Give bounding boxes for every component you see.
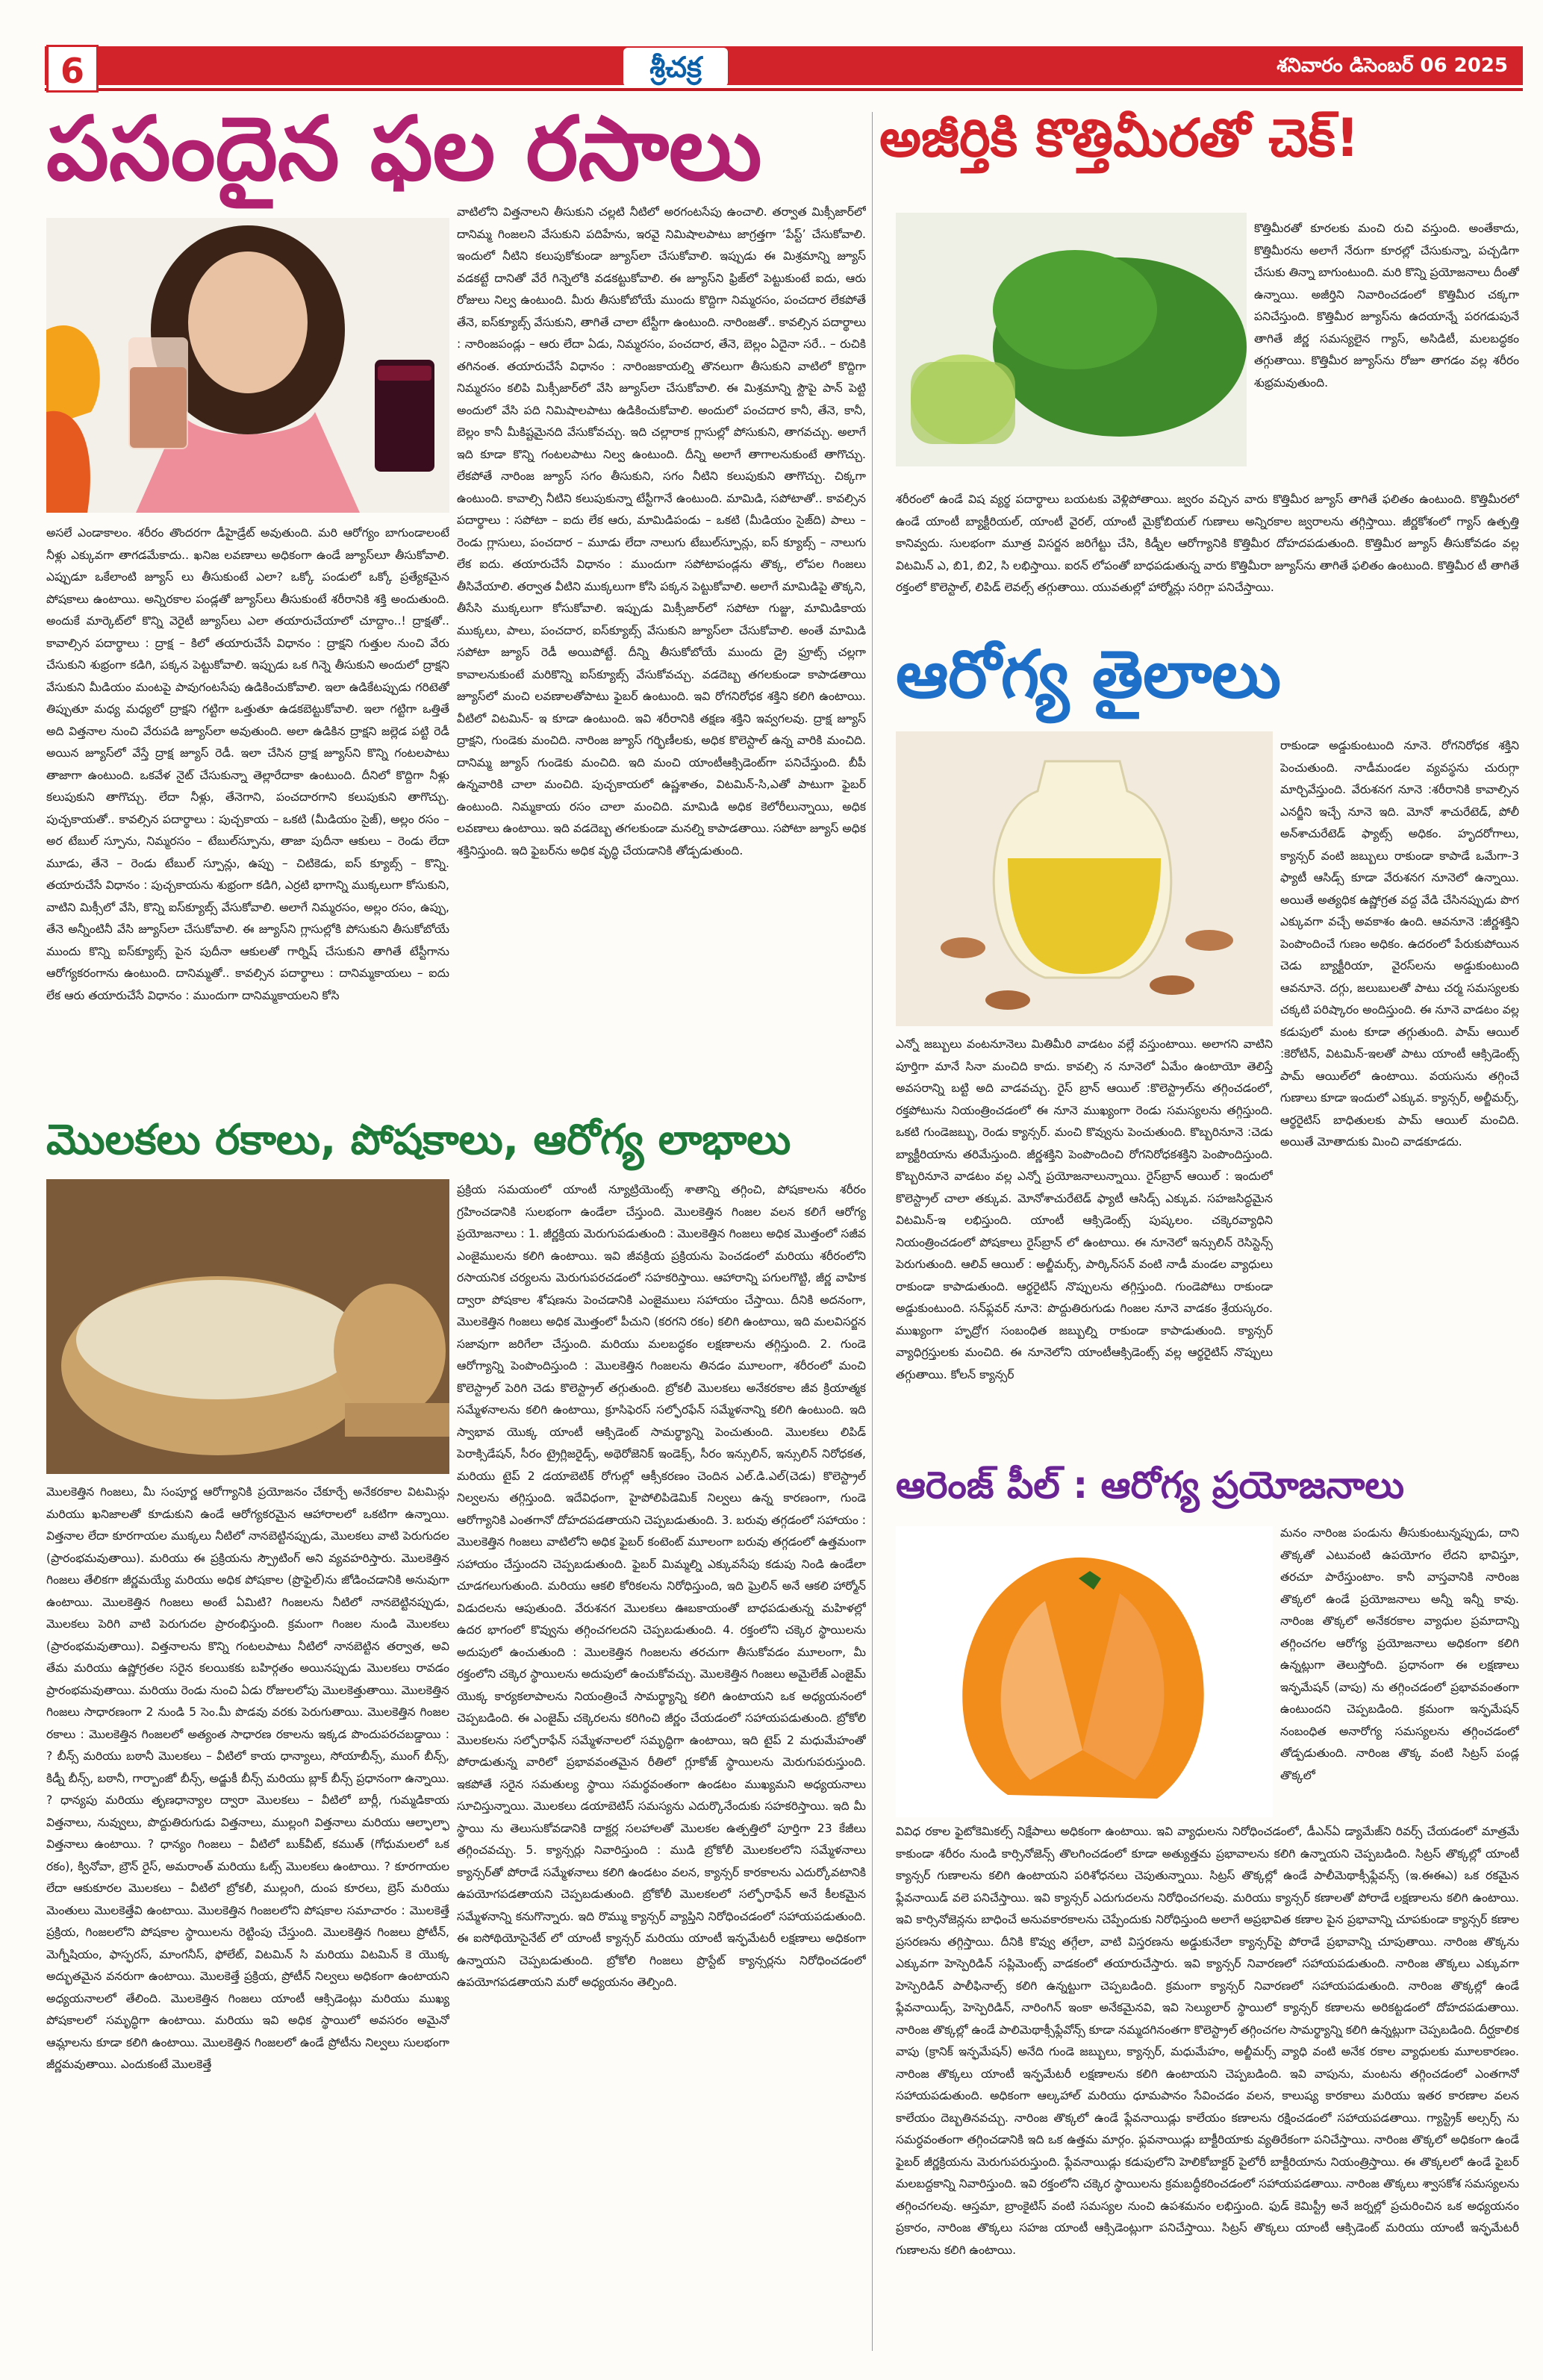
- orange-text-bottom: వివిధ రకాల ఫైటోకెమికల్స్ నిక్షేపాలు అధికంగా ఉంటాయి. ఇవి వ్యాధులను నిరోధించడంలో, డీఎన్‌ఏ డ్యామేజ్‌ని రివర్స్ చేయడంలో మాత్రమే కాకుండా శరీరం నుండి కార్సినోజెన్స్ తొలగించడంలో కూడా అత్యుత్తమ ప్రభావాలను కలిగి ఉన్నాయని చెప్పబడింది. సిట్రస్ తొక్కల్లో యాంటీ క్యాన్సర్ గుణాలను కలిగి ఉంటాయని పరిశోధనలు చెపుతున్నాయి. సిట్రస్ తొక్కల్లో ఉండే పాలీమెథాక్సీఫ్లేవన్స్ (ఇ.ఈఈఎ) ఒక రకమైన ఫ్లేవనాయిడ్ వలె పనిచేస్తాయి. ఇవి క్యాన్సర్ ఎదుగుదలను నిరోధించగలవు. మరియు క్యాన్సర్ కణాలతో పోరాడే లక్షణాలను కలిగి ఉంటాయి. ఇవి కార్సినోజెన్లను బాధించే అనువకారకాలను చెప్పేందుకు నిరోధిస్తుంది అలాగే అప్రభావిత కణాల పైన ప్రభావాన్ని చూపకుండా క్యాన్సర్ కణాల ప్రసరణను తగ్గిస్తాయి. దీనికి కొవ్వు తగ్గేలా, వాటి విస్తరణను అడ్డుకునేలా క్యాన్సర్‌పై పోరాడే ప్రభావాన్ని చూపుతాయి. నారింజ తొక్కను ఎక్కువగా హెస్పెరిడిన్ సప్లిమెంట్స్ వాడకంలో తయారుచేస్తారు. ఇవి క్యాన్సర్ నివారణలో సహాయపడుతుంది. నారింజ తొక్కలు ఎక్కువగా హెస్పెరిడిన్ పాలీఫినాల్స్ కలిగి ఉన్నట్టుగా చెప్పబడింది. క్రమంగా క్యాన్సర్ నివారణలో సహాయపడుతుంది. నారింజ తొక్కల్లో ఉండే ఫ్లేవనాయిడ్స్, హెస్పెరిడిన్, నారింగిన్ ఇంకా అనేకమైనవి, ఇవి సెల్యులార్ స్థాయిలో క్యాన్సర్ కణాలను అరికట్టడంలో దోహదపడుతాయి. నారింజ తొక్కల్లో ఉండే పాలిమెథాక్సీఫ్లేవోన్స్ కూడా నమ్మదగినంతగా కొలెస్ట్రాల్ తగ్గించగల సామర్థ్యాన్ని కలిగి ఉన్నట్లుగా చెప్పబడింది. దీర్ఘకాలిక వాపు (క్రానిక్ ఇన్ఫమేషన్) అనేది గుండె జబ్బులు, క్యాన్సర్, మధుమేహం, అల్జీమర్స్ వ్యాధి వంటి అనేక రకాల వ్యాధులకు మూలకారణం. నారింజ తొక్కలు యాంటీ ఇన్ఫమేటరీ లక్షణాలను కలిగి ఉంటాయని చెప్పబడింది. ఇవి వాపును, మంటను తగ్గించడంలో ఎంతగానో సహాయపడుతుంది. అధికంగా ఆల్కహాల్ మరియు ధూమపానం సేవించడం వలన, కాలుష్య కారకాలు మరియు ఇతర కారణాల వలన కాలేయం దెబ్బతినవచ్చు. నారింజ తొక్కలో ఉండే ఫ్లేవనాయిడ్లు కాలేయం కణాలను రక్షించడంలో సహాయపడతాయి. గ్యాస్ట్రిక్ అల్సర్స్ ను సమర్ధవంతంగా తగ్గించడానికి ఇది ఒక ఉత్తమ మార్గం. ఫ్లవనాయిడ్లు బాక్టీరియాకు వ్యతిరేకంగా పనిచేస్తాయి. నారింజ తొక్కలో అధికంగా ఉండే ఫైబర్ జీర్ణక్రియను మెరుగుపరుస్తుంది. ఫ్లేవనాయిడ్లు కడుపులోని హెలికోబాక్టర్ పైలోరీ బాక్టీరియాను నియంత్రిస్తాయి. ఈ తొక్కలలో ఉండే ఫైబర్ మలబద్దకాన్ని నివారిస్తుంది. ఇవి రక్తంలోని చక్కెర స్థాయిలను క్రమబద్ధీకరించడంలో సహాయపడతాయి. నారింజ తొక్కలు శ్వాసకోశ సమస్యలను తగ్గించగలవు. ఆస్తమా, బ్రాంకైటిస్ వంటి సమస్యల నుంచి ఉపశమనం లభిస్తుంది. ఫుడ్ కెమిస్ట్రీ అనే జర్నల్లో ప్రచురించిన ఒక అధ్యయనం ప్రకారం, నారింజ తొక్కలు సహజ యాంటీ ఆక్సిడెంట్లుగా పనిచేస్తాయి. సిట్రస్ తొక్కలు యాంటీ ఆక్సిడెంట్ మరియు యాంటీ ఇన్ఫమేటరీ గుణాలను కలిగి ఉంటాయి.: [896, 1825, 1519, 2257]
- orange-text-side: మనం నారింజ పండును తీసుకుంటున్నప్పుడు, దాని తొక్కతో ఎటువంటి ఉపయోగం లేదని భావిస్తూ, తరచూ పారేస్తుంటాం. కానీ వాస్తవానికి నారింజ తొక్కలో ఉండే ప్రయోజనాలు అన్నీ ఇన్నీ కావు. నారింజ తొక్కలో అనేకరకాల వ్యాధుల ప్రమాదాన్ని తగ్గించగల ఆరోగ్య ప్రయోజనాలు అధికంగా కలిగి ఉన్నట్లుగా తెలుస్తోంది. ప్రధానంగా ఈ లక్షణాలు ఇన్ఫమేషన్ (వాపు) ను తగ్గించడంలో ప్రభావవంతంగా ఉంటుందని చెప్పబడింది. క్రమంగా ఇన్ఫమేషన్ నంబంధిత అనారోగ్య సమస్యలను తగ్గించడంలో తోడ్పడుతుంది. నారింజ తొక్క వంటి సిట్రస్ పండ్ల తొక్కలో: [1280, 1526, 1519, 1782]
- sprouts-text-col1: మొలకెత్తిన గింజలు, మీ సంపూర్ణ ఆరోగ్యానికి ప్రయోజనం చేకూర్చే అనేకరకాల విటమిన్లు మరియు ఖనిజాలతో కూడుకుని ఉండే ఆరోగ్యకరమైన ఆహారాలలో ఒకటిగా ఉన్నాయి. విత్తనాల లేదా కూరగాయల ముక్కలు నీటిలో నానబెట్టినప్పుడు, మొలకలు వాటి పెరుగుదల (ప్రారంభమవుతాయి). మరియు ఈ ప్రక్రియను స్ప్రౌటింగ్ అని వ్యవహరిస్తారు. మొలకెత్తిన గింజలు తేలికగా జీర్ణమయ్యే మరియు అధిక పోషకాల (ప్రొఫైల్)ను జోడించడానికి అనువుగా ఉంటాయి. మొలకెత్తిన గింజలు అంటే ఏమిటి? గింజలను నీటిలో నానబెట్టినప్పుడు, మొలకలు పెరిగి వాటి పెరుగుదల ప్రారంభిస్తుంది. క్రమంగా గింజల నుండి మొలకలు (ప్రారంభమవుతాయి). విత్తనాలను కొన్ని గంటలపాటు నీటిలో నానబెట్టిన తర్వాత, అవి తేమ మరియు ఉష్ణోగ్రతల సరైన కలయికకు బహిర్గతం అయినప్పుడు మొలకలు రావడం ప్రారంభమవుతాయి. మరియు రెండు నుంచి ఏడు రోజులలోపు మొలకెత్తుతాయి. మొలకెత్తిన గింజలు సాధారణంగా 2 నుండి 5 సెం.మీ పొడవు వరకు పెరుగుతాయి. మొలకెత్తిన గింజల రకాలు : మొలకెత్తిన గింజలలో అత్యంత సాధారణ రకాలను ఇక్కడ పొందుపరచబడ్డాయి : ? బీన్స్ మరియు బఠానీ మొలకలు – వీటిలో కాయ ధాన్యాలు, సోయాబీన్స్, ముంగ్ బీన్స్, కిడ్నీ బీన్స్, బఠానీ, గార్బాంజో బీన్స్, అడ్జుకీ బీన్స్ మరియు బ్లాక్ బీన్స్ ప్రధానంగా ఉన్నాయి. ? ధాన్యపు మరియు తృణధాన్యాల ద్వారా మొలకలు – వీటిలో బార్లీ, గుమ్మడికాయ విత్తనాలు, నువ్వులు, పొద్దుతిరుగుడు విత్తనాలు, ముల్లంగి విత్తనాలు మరియు ఆల్ఫాల్ఫా విత్తనాలు ఉంటాయి. ? ధాన్యం గింజలు – వీటిలో బుక్‌వీట్, కముత్ (గోధుమలలో ఒక రకం), క్వినోవా, బ్రౌన్ రైస్, అమరాంత్ మరియు ఓట్స్ మొలకలు ఉంటాయి. ? కూరగాయల లేదా ఆకుకూరల మొలకలు – వీటిలో బ్రోకలీ, ముల్లంగి, దుంప కూరలు, బ్రెస్ మరియు మెంతులు మొలకెత్తేవి ఉంటాయి. మొలకెత్తిన గింజలలోని పోషకాల సమాచారం : మొలకెత్తే ప్రక్రియ, గింజలలోని పోషకాల స్థాయిలను రెట్టింపు చేస్తుంది. మొలకెత్తిన గింజలు ప్రోటీన్, మెగ్నీషియం, ఫాస్ఫరస్, మాంగనీస్, ఫోలేట్, విటమిన్ సి మరియు విటమిన్ కె యొక్క అద్భుతమైన వనరుగా ఉంటాయి. మొలకెత్తే ప్రక్రియ, ప్రోటీన్ నిల్వలు అధికంగా ఉంటాయని అధ్యయనాలలో తేలింది. మొలకెత్తిన గింజలు యాంటీ ఆక్సిడెంట్లు మరియు ముఖ్య పోషకాలలో సమృద్ధిగా ఉంటాయి. మరియు ఇవి అధిక స్థాయిలో అవసరం అమైనో ఆమ్లాలను కూడా కలిగి ఉంటాయి. మొలకెత్తిన గింజలలో ఉండే ప్రోటీను నిల్వలు సులభంగా జీర్ణమవుతాయి. ఎందుకంటే మొలకెత్తే: [46, 1485, 449, 2071]
- sprouts-headline: మొలకలు రకాలు, పోషకాలు, ఆరోగ్య లాభాలు: [46, 1116, 791, 1164]
- coriander-text-bottom: శరీరంలో ఉండే విష వ్యర్థ పదార్థాలు బయటకు వెళ్లిపోతాయి. జ్వరం వచ్చిన వారు కొత్తిమీర జ్యూస్ తాగితే ఫలితం ఉంటుంది. కొత్తిమీరలో ఉండే యాంటీ బ్యాక్టీరియల్, యాంటీ వైరల్, యాంటీ మైక్రోబియల్ గుణాలు అన్నిరకాల జ్వరాలను తగ్గిస్తాయి. జీర్ణకోశంలో గ్యాస్ ఉత్పత్తి కానివ్వదు. సులభంగా మూత్ర విసర్జన జరిగేట్టు చేసి, కిడ్నీల ఆరోగ్యానికి కొత్తిమీర దోహదపడుతుంది. కొత్తిమీర జ్యూస్ తీసుకోవడం వల్ల విటమిన్ ఎ, బి1, బి2, సి లభిస్తాయి. ఐరన్ లోపంతో బాధపడుతున్న వారు కొత్తిమీరా జ్యూస్‌ను తాగితే ఫలితం ఉంటుంది. కొత్తిమీర టీ తాగితే రక్తంలో కొలెస్టాల్, లిపిడ్ లెవల్స్ తగ్గుతాయి. యువతుల్లో హార్మోన్లు సరిగ్గా పనిచేస్తాయి.: [896, 493, 1519, 594]
- masthead-logo: శ్రీచక్ర: [623, 48, 728, 87]
- orange-peel-image: [896, 1526, 1273, 1817]
- coriander-text-side: కొత్తిమీరతో కూరలకు మంచి రుచి వస్తుంది. అంతేకాదు, కొత్తిమీరను అలాగే నేరుగా కూరల్లో చేసుకున్నా, పచ్చడిగా చేసుకు తిన్నా బాగుంటుంది. మరి కొన్ని ప్రయోజనాలు దీంతో ఉన్నాయి. అజీర్తిని నివారించడంలో కొత్తిమీర చక్కగా పనిచేస్తుంది. కొత్తిమీర జ్యూస్‌ను ఉదయాన్నే పరగడుపునే తాగితే జీర్ణ సమస్యలైన గ్యాస్, అసిడిటీ, మలబద్ధకం తగ్గుతాయి. కొత్తిమీర జ్యూస్‌ను రోజూ తాగడం వల్ల శరీరం శుభ్రమవుతుంది.: [1254, 222, 1519, 390]
- header-rule: [45, 88, 1523, 91]
- date-line: శనివారం డిసెంబర్ 06 2025: [1277, 54, 1508, 77]
- juices-text-col2: వాటిలోని విత్తనాలని తీసుకుని చల్లటి నీటిలో అరగంటసేపు ఉంచాలి. తర్వాత మిక్సీజార్‌లో దానిమ్మ గింజలని వేసుకుని పదిహేను, ఇరవై నిమిషాలపాటు జాగ్రత్తగా ‘పేస్ట్’ చేసుకోవాలి. ఇందులో నీటిని కలుపుకోకుండా జ్యూస్‌లా చేసుకోవాలి. ఇప్పుడు ఈ మిశ్రమాన్ని జ్యూస్ వడకట్టే దానితో వేరే గిన్నెలోకి వడకట్టుకోవాలి. ఈ జ్యూస్‌ని ఫ్రిజ్‌లో పెట్టుకుంటే ఐదు, ఆరు రోజులు నిల్వ ఉంటుంది. మీరు తీసుకోబోయే ముందు కొద్దిగా నిమ్మరసం, పంచదార లేకపోతే తేనె, ఐస్‌క్యూబ్స్ వేసుకుని, తాగితే చాలా టేస్టీగా ఉంటుంది. నారింజతో.. కావల్సిన పదార్థాలు : నారింజపండ్లు – ఆరు లేదా ఏడు, నిమ్మరసం, పంచదార, తేనె, బెల్లం ఏదైనా సరే.. – రుచికి తగినంత. తయారుచేసే విధానం : నారింజకాయల్ని తొనలుగా తీసుకుని వాటిలో కొద్దిగా నిమ్మరసం కలిపి మిక్సీజార్‌లో వేసి జ్యూస్‌లా చేసుకోవాలి. ఈ మిశ్రమాన్ని స్టౌపై పాన్ పెట్టి అందులో వేసి పది నిమిషాలపాటు ఉడికించుకోవాలి. అందులో పంచదార కానీ, తేనె, కానీ, బెల్లం కానీ మీకిష్టమైనది వేసుకోవచ్చు. ఇది చల్లారాక గ్లాసుల్లో పోసుకుని, తాగవచ్చు. అలాగే ఇది కూడా కొన్ని గంటలపాటు నిల్వ ఉంటుంది. దీన్ని అలాగే తాగాలనుకుంటే తాగొచ్చు. లేకపోతే నారింజ జ్యూస్ సగం తీసుకుని, సగం నీటిని కలుపుకుని తాగొచ్చు. చిక్కగా ఉంటుంది. కావాల్సి నీటిని కలుపుకున్నా టేస్టీగానే ఉంటుంది. మామిడి, సపోటాతో.. కావల్సిన పదార్థాలు : సపోటా – ఐదు లేక ఆరు, మామిడిపండు – ఒకటి (మీడియం సైజ్‌ది) పాలు – రెండు గ్లాసులు, పంచదార – మూడు లేదా నాలుగు టేబుల్‌స్పూన్లు, ఐస్ క్యూబ్స్ – నాలుగు లేక ఐదు. తయారుచేసే విధానం : ముందుగా సపోటాపండ్లను తొక్క, లోపల గింజలు తీసివేయాలి. తర్వాత వీటిని ముక్కలుగా కోసి పక్కన పెట్టుకోవాలి. అలాగే మామిడిపై తొక్కని, తీసేసి ముక్కలుగా కోసుకోవాలి. ఇప్పుడు మిక్సీజార్‌లో సపోటా గుజ్జు, మామిడికాయ ముక్కలు, పాలు, పంచదార, ఐస్‌క్యూబ్స్ వేసుకుని జ్యూస్‌లా చేసుకోవాలి. అంతే మామిడి సపోటా జ్యూస్ రెడీ అయిపోట్టే. దీన్ని తీసుకోబోయే ముందు డ్రై ఫ్రూట్స్ చల్లగా కావాలనుకుంటే మరికొన్ని ఐస్‌క్యూబ్స్ వేసుకోవచ్చు. వడదెబ్బ తగలకుండా కాపాడతాయి జ్యూస్‌లో మంచి లవణాలతోపాటు ఫైబర్ ఉంటుంది. ఇవి రోగనిరోధక శక్తిని కలిగి ఉంటాయి. వీటిలో విటమిన్- ఇ కూడా ఉంటుంది. ఇవి శరీరానికి తక్షణ శక్తిని ఇవ్వగలవు. ద్రాక్ష జ్యూస్ ద్రాక్షని, గుండెకు మంచిది. నారింజ జ్యూస్ గర్భిణీలకు, అధిక కొలెస్టాల్ ఉన్న వారికి మంచిది. దానిమ్మ జ్యూస్ గుండెకు మంచిది. ఇది మంచి యాంటీఆక్సిడెంట్‌గా పనిచేస్తుంది. బీపీ ఉన్నవారికి చాలా మంచిది. పుచ్చకాయలో ఉష్ణశాతం, విటమిన్-సి,ఎ‌తో పాటుగా ఫైబర్ ఉంటుంది. నిమ్మకాయ రసం చాలా మంచిది. మామిడి అధిక కెలోరీలున్నాయి, అధిక లవణాలు ఉంటాయి. ఇది వడదెబ్బ తగలకుండా మనల్ని కాపాడతాయి. సపోటా జ్యూస్ అధిక శక్తినిస్తుంది. ఇది ఫైబర్‌ను అధిక వృద్ధి చేయడానికి తోడ్పడుతుంది.: [457, 205, 866, 858]
- juices-text-col1: అసలే ఎండాకాలం. శరీరం తొందరగా డీహైడ్రేట్ అవుతుంది. మరి ఆరోగ్యం బాగుండాలంటే నీళ్లు ఎక్కువగా తాగడమేకాదు.. ఖనిజ లవణాలు అధికంగా ఉండే జ్యూస్‌లూ తీసుకోవాలి. ఎప్పుడూ ఒకేలాంటి జ్యూస్ లు తీసుకుంటే ఎలా? ఒక్కో పండులో ఒక్కో ప్రత్యేకమైన పోషకాలు ఉంటాయి. అన్నిరకాల పండ్లతో జ్యూస్‌లు తీసుకుంటే శరీరానికి శక్తి అందుతుంది. అందుకే మార్కెట్‌లో కొన్ని వెరైటీ జ్యూస్‌లు ఎలా తయారుచేయాలో చూద్దాం..! ద్రాక్షతో.. కావాల్సిన పదార్థాలు : ద్రాక్ష – కిలో తయారుచేసే విధానం : ద్రాక్షని గుత్తుల నుంచి వేరు చేసుకుని శుభ్రంగా కడిగి, పక్కన పెట్టుకోవాలి. ఇప్పుడు ఒక గిన్నె తీసుకుని అందులో ద్రాక్షని వేసుకుని మీడియం మంటపై పావుగంటసేపు ఉడికించుకోవాలి. ఇలా ఉడికేటప్పుడు గరిటెతో తిప్పుతూ మధ్య మధ్యలో ద్రాక్షని గట్టిగా ఒత్తుతూ ఉడకబెట్టుకోవాలి. ఇలా గట్టిగా ఒత్తితే అది విత్తనాల నుంచి వేరుపడి జ్యూస్‌లా అవుతుంది. అలా ఉడికిన ద్రాక్షని జల్లెడ పట్టి రెడీ అయిన జ్యూస్‌లో వేస్తే ద్రాక్ష జ్యూస్ రెడీ. ఇలా చేసిన ద్రాక్ష జ్యూస్‌ని కొన్ని గంటలపాటు తాజాగా ఉంటుంది. ఒకవేళ నైట్ చేసుకున్నా తెల్లారేదాకా ఉంటుంది. దీనిలో కొద్దిగా నీళ్లు కలుపుకుని తాగొచ్చు. లేదా నీళ్లు, తేనెగాని, పంచదారగాని కలుపుకుని తాగొచ్చు. పుచ్చకాయతో.. కావల్సిన పదార్థాలు : పుచ్చకాయ – ఒకటి (మీడియం సైజ్), అల్లం రసం – అర టేబుల్ స్పూను, నిమ్మరసం – టేబుల్‌స్పూను, తాజా పుదీనా ఆకులు – రెండు లేదా మూడు, తేనె – రెండు టేబుల్ స్పూన్లు, ఉప్పు – చిటికెడు, ఐస్ క్యూబ్స్ – కొన్ని. తయారుచేసే విధానం : పుచ్చకాయను శుభ్రంగా కడిగి, ఎర్రటి భాగాన్ని ముక్కలుగా కోసుకుని, వాటిని మిక్సీలో వేసి, కొన్ని ఐస్‌క్యూబ్స్ వేసుకోవాలి. అలాగే నిమ్మరసం, అల్లం రసం, ఉప్పు, తేనె అన్నీంటినీ వేసి జ్యూస్‌లా చేసుకోవాలి. ఈ జ్యూస్‌ని గ్లాసుల్లోకి పోసుకుని తీసుకోబోయే ముందు కొన్ని ఐస్‌క్యూబ్స్ పైన పుదీనా ఆకులతో గార్నిష్ చేసుకుని తాగితే టేస్టీగాను ఆరోగ్యకరంగాను ఉంటుంది. దానిమ్మతో.. కావల్సిన పదార్థాలు : దానిమ్మకాయలు – ఐదు లేక ఆరు తయారుచేసే విధానం : ముందుగా దానిమ్మకాయలని కోసి: [46, 526, 449, 1002]
- coriander-image: [896, 213, 1247, 466]
- sprouts-bowl-image: [46, 1179, 449, 1474]
- oils-text-side: రాకుండా అడ్డుకుంటుంది నూనె. రోగనిరోధక శక్తిని పెంచుతుంది. నాడీమండల వ్యవస్థను చురుగ్గా మార్చివేస్తుంది. వేరుశనగ నూనె :శరీరానికి కావాల్సిన ఎనర్జీని ఇచ్చే నూనె ఇది. మోనో శాచురేటెడ్, పోలీ అన్‌శాచురేటెడ్ ఫ్యాట్స్ అధికం. హృదరోగాలు, క్యాన్సర్ వంటి జబ్బులు రాకుండా కాపాడే ఒమేగా-3 ఫ్యాటీ ఆసిడ్స్ కూడా వేరుశనగ నూనెలో ఉన్నాయి. అయితే అత్యధిక ఉష్ణోగ్రత వద్ద వేడి చేసినప్పుడు పొగ ఎక్కువగా వచ్చే అవకాశం ఉంది. ఆవనూనె :జీర్ణశక్తిని పెంపొందించే గుణం అధికం. ఉదరంలో పేరుకుపోయిన చెడు బ్యాక్టీరియా, వైరస్‌లను అడ్డుకుంటుంది ఆవనూనె. దగ్గు, జలుబులతో పాటు చర్మ సమస్యలకు చక్కటి పరిష్కారం అందిస్తుంది. ఈ నూనె వాడటం వల్ల కడుపులో మంట కూడా తగ్గుతుంది. పామ్ ఆయిల్ :కెరోటిన్, విటమిన్-ఇలతో పాటు యాంటీ ఆక్సిడెంట్స్ పామ్ ఆయిల్‌లో ఉంటాయి. వయసును తగ్గించే గుణాలు కూడా ఇందులో ఎక్కువ. క్యాన్సర్, అల్జీమర్స్, ఆర్థరైటిస్ బాధితులకు పామ్ ఆయిల్ మంచిది. అయితే మోతాదుకు మించి వాడకూడదు.: [1280, 739, 1519, 1149]
- sprouts-text-col2: ప్రక్రియ సమయంలో యాంటీ న్యూట్రియెంట్స్ శాతాన్ని తగ్గించి, పోషకాలను శరీరం గ్రహించడానికి సులభంగా ఉండేలా చేస్తుంది. మొలకెత్తిన గింజల వలన కలిగే ఆరోగ్య ప్రయోజనాలు : 1. జీర్ణక్రియ మెరుగుపడుతుంది : మొలకెత్తిన గింజలు అధిక మొత్తంలో సజీవ ఎంజైములను కలిగి ఉంటాయి. ఇవి జీవక్రియ ప్రక్రియను పెంచడంలో మరియు శరీరంలోని రసాయనిక చర్యలను మెరుగుపరచడంలో సహకరిస్తాయి. ఆహారాన్ని పగులగొట్టి, జీర్ణ వాహిక ద్వారా పోషకాల శోషణను పెంచడానికి ఎంజైములు సహాయం చేస్తాయి. దీనికి అదనంగా, మొలకెత్తిన గింజలు అధిక మొత్తంలో పీచుని (కరగని రకం) కలిగి ఉంటాయి, ఇది మలవిసర్జన సజావుగా జరిగేలా చేస్తుంది. మరియు మలబద్ధకం లక్షణాలను తగ్గిస్తుంది. 2. గుండె ఆరోగ్యాన్ని పెంపొందిస్తుంది : మొలకెత్తిన గింజలను తినడం మూలంగా, శరీరంలో మంచి కొలెస్ట్రాల్ పెరిగి చెడు కొలెస్ట్రాల్ తగ్గుతుంది. బ్రోకలీ మొలకలు అనేకరకాల జీవ క్రియాత్మక సమ్మేళనాలను కలిగి ఉంటాయి, క్రూసిఫెరస్ సల్ఫోరఫేన్ సమ్మేళనాన్ని కలిగి ఉంటుంది. ఇది స్వాభావ యొక్క యాంటీ ఆక్సిడెంట్ సామర్థ్యాన్ని పెంచుతుంది. మొలకలు లిపిడ్ పెరాక్సిడేషన్, సీరం ట్రైగ్లిజరైడ్స్, అథెరోజెనిక్ ఇండెక్స్, సీరం ఇన్సులిన్, ఇన్సులిన్ నిరోధకత, మరియు టైప్ 2 డయాబెటిక్ రోగుల్లో ఆక్సీకరణం చెందిన ఎల్.డి.ఎల్(చెడు) కొలెస్ట్రాల్ నిల్వలను తగ్గిస్తుంది. ఇదేవిధంగా, హైపోలిపిడెమిక్ నిల్వలు ఉన్న కారణంగా, గుండె ఆరోగ్యానికి ఎంతగానో దోహదపడతాయని చెప్పబడుతుంది. 3. బరువు తగ్గడంలో సహాయం : మొలకెత్తిన గింజలు వాటిలోని అధిక ఫైబర్ కంటెంట్ మూలంగా బరువు తగ్గడంలో ఉత్తమంగా సహాయం చేస్తుందని చెప్పబడుతుంది. ఫైబర్ మిమ్మల్ని ఎక్కువసేపు కడుపు నిండి ఉండేలా చూడగలుగుతుంది. మరియు ఆకలి కోరికలను నిరోధిస్తుంది, ఇది ఘ్రెలిన్ అనే ఆకలి హార్మోన్ విడుదలను ఆపుతుంది. వేరుశనగ మొలకలు ఊబకాయంతో బాధపడుతున్న మహిళల్లో ఉదర భాగంలో కొవ్వును తగ్గించగలదని చెప్పబడుతుంది. 4. రక్తంలోని చక్కెర స్థాయిలను అదుపులో ఉంచుతుంది : మొలకెత్తిన గింజలను తరచుగా తీసుకోవడం మూలంగా, మీ రక్తంలోని చక్కెర స్థాయిలను అదుపులో ఉంచుకోవచ్చు. మొలకెత్తిన గింజలు అమైలేజ్ ఎంజైమ్ యొక్క కార్యకలాపాలను నియంత్రించే సామర్థ్యాన్ని కలిగి ఉంటాయని ఒక అధ్యయనంలో చెప్పబడింది. ఈ ఎంజైమ్ చక్కెరలను కరిగించి జీర్ణం చేయడంలో సహాయపడుతుంది. బ్రోకోలి మొలకలను సల్ఫోరాఫేన్ సమ్మేళనాలలో సమృద్ధిగా ఉంటాయి, ఇది టైప్ 2 మధుమేహంతో పోరాడుతున్న వారిలో ప్రభావవంతమైన రీతిలో గ్లూకోజ్ స్థాయిలను మెరుగుపరుస్తుంది. ఇకపోతే సరైన సమతుల్య స్థాయి సమర్థవంతంగా ఉండటం ముఖ్యమని అధ్యయనాలు సూచిస్తున్నాయి. మొలకలు డయాబెటిస్ సమస్యను ఎదుర్కొనేందుకు సహకరిస్తాయి. ఇది మీ స్థాయి ను తెలుసుకోవడానికి దాక్టర్ల సలహాలతో మొలకల ఉత్పత్తిలో పూర్తిగా 23 కేజీలు తగ్గించవచ్చు. 5. క్యాన్సర్లు నివారిస్తుంది : ముడి బ్రోకోలీ మొలకలలోని సమ్మేళనాలు క్యాన్సర్‌తో పోరాడే సమ్మేళనాలు కలిగి ఉండటం వలన, క్యాన్సర్ కారకాలను ఎదుర్కోవటానికి ఉపయోగపడతాయని చెప్పబడుతుంది. బ్రోకోలీ మొలకలలో సల్ఫోరాఫేన్ అనే కీలకమైన సమ్మేళనాన్ని కనుగొన్నారు. ఇది రొమ్ము క్యాన్సర్ వ్యాప్తిని నిరోధించడంలో సహాయపడుతుంది. ఈ ఐసోథియోసైనేట్ లో యాంటీ క్యాన్సర్ మరియు యాంటీ ఇన్ఫమేటరీ లక్షణాలు అధికంగా ఉన్నాయని చెప్పబడుతుంది. బ్రోకోలి గింజలు ప్రొస్టేట్ క్యాన్సర్లను నిరోధించడంలో ఉపయోగపడతాయని మరో అధ్యయనం తెల్పింది.: [457, 1183, 866, 1989]
- juice-girl-image: [46, 218, 449, 513]
- juices-headline: పసందైన ఫల రసాలు: [46, 96, 762, 200]
- oils-text-bottom: ఎన్నో జబ్బులు వంటనూనెలు మితిమీరి వాడటం వల్లే వస్తుంటాయి. అలాగని వాటిని పూర్తిగా మానే సినా మంచిది కాదు. కావల్సి న నూనెలో ఏమేం ఉంటాయో తెలిస్తే అవసరాన్ని బట్టి అది వాడవచ్చు. రైస్ బ్రాన్ ఆయిల్ :కొలెస్ట్రాల్‌ను తగ్గించడంలో, రక్తపోటును నియంత్రించడంలో ఈ నూనె ముఖ్యంగా రెండు సమస్యలను తగ్గిస్తుంది. ఒకటి గుండెజబ్బు, రెండు క్యాన్సర్. మంచి కొవ్వును పెంచుతుంది. కొబ్బరినూనె :చెడు బ్యాక్టీరియాను తరిమేస్తుంది. జీర్ణశక్తిని పెంపొందించి రోగనిరోధకశక్తిని పెంపొందిస్తుంది. కొబ్బరినూనె వాడటం వల్ల ఎన్నో ప్రయోజనాలున్నాయి. రైస్‌బ్రాన్ ఆయిల్ : ఇందులో కొలెస్ట్రాల్ చాలా తక్కువ. మోనోశాచురేటెడ్ ఫ్యాటీ ఆసిడ్స్ ఎక్కువ. సహజసిద్ధమైన విటమిన్-ఇ లభిస్తుంది. యాంటీ ఆక్సిడెంట్స్ పుష్కలం. చక్కెరవ్యాధిని నియంత్రించడంలో పోషకాలు రైస్‌బ్రాన్ లో ఉంటాయి. ఈ నూనెలో ఇన్సులిన్ రెసిస్టెన్స్ పెరుగుతుంది. ఆలివ్ ఆయిల్ : అల్జీమర్స్, పార్కిన్‌సన్ వంటి నాడీ మండల వ్యాధులు రాకుండా కాపాడుతుంది. ఆర్థరైటిస్ నొప్పులను తగ్గిస్తుంది. గుండెపోటు రాకుండా అడ్డుకుంటుంది. సన్‌ఫ్లవర్ నూనె: పొద్దుతిరుగుడు గింజల నూనె వాడకం శ్రేయస్కరం. ముఖ్యంగా హృద్రోగ సంబంధిత జబ్బుల్ని రాకుండా కాపాడుతుంది. క్యాన్సర్ వ్యాధిగ్రస్తులకు మంచిది. ఈ నూనెలోని యాంటీఆక్సిడెంట్స్ వల్ల ఆర్థరైటిస్ నొప్పులు తగ్గుతాయి. కోలన్ క్యాన్సర్: [896, 1037, 1273, 1381]
- column-divider: [872, 112, 873, 2351]
- page-number: 6: [46, 45, 99, 93]
- orange-headline: ఆరెంజ్ పీల్ : ఆరోగ్య ప్రయోజనాలు: [896, 1464, 1405, 1507]
- oil-jar-image: [896, 731, 1273, 1026]
- oils-headline: ఆరోగ్య తైలాలు: [896, 636, 1282, 713]
- coriander-headline: అజీర్తికి కొత్తిమీరతో చెక్!: [879, 107, 1359, 169]
